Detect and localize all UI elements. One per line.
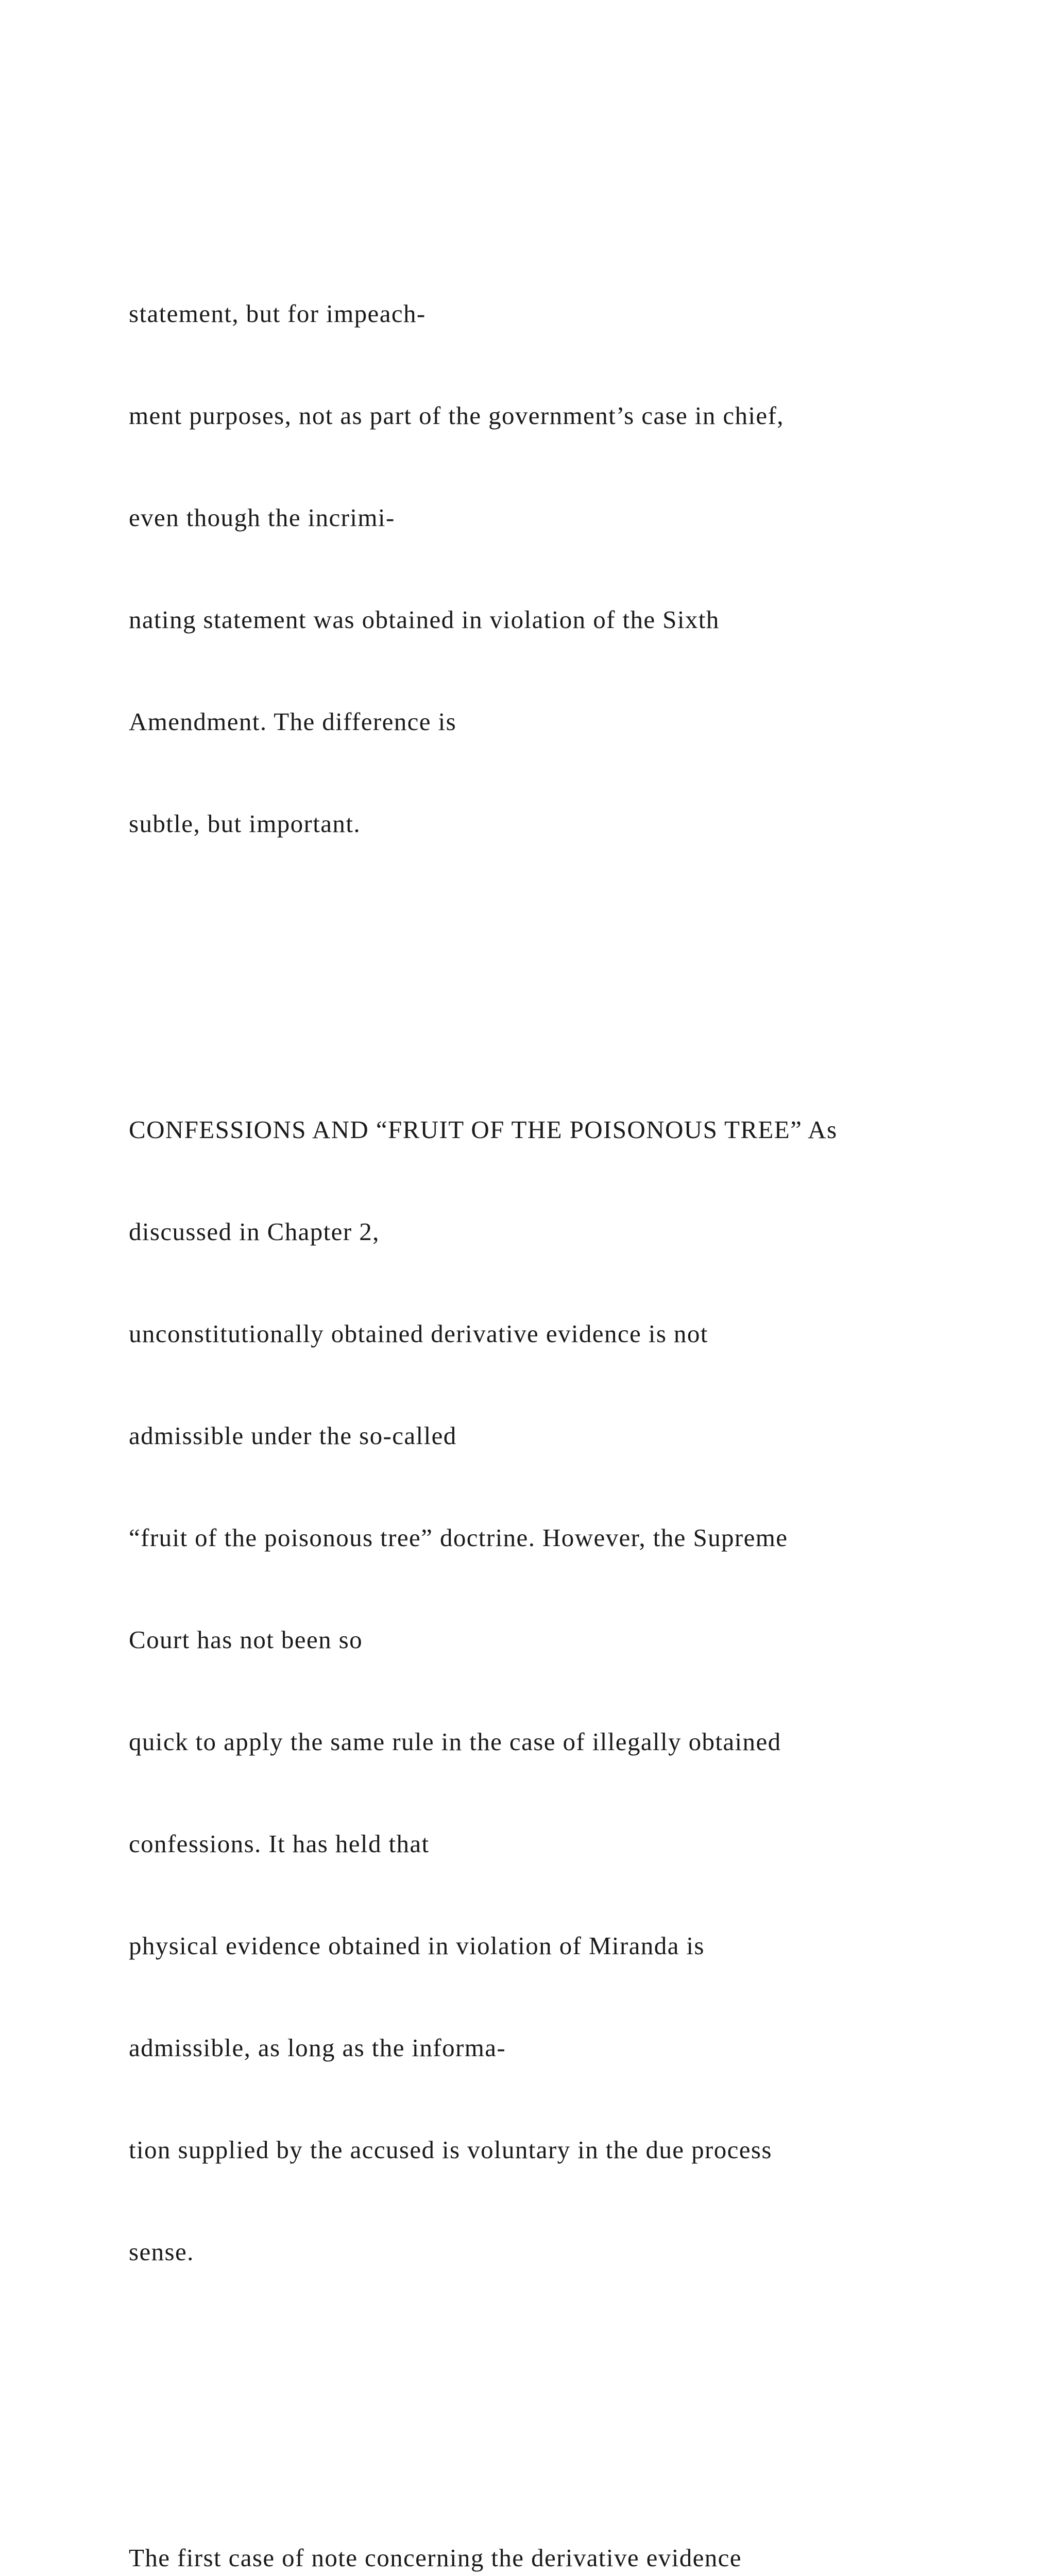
text-line: Amendment. The difference is xyxy=(129,707,457,736)
text-line: nating statement was obtained in violation of the Sixth xyxy=(129,605,720,634)
text-line: “fruit of the poisonous tree” doctrine. However, the Supreme xyxy=(129,1523,788,1552)
text-line: admissible, as long as the informa- xyxy=(129,2033,506,2062)
text-line: physical evidence obtained in violation of Miranda is xyxy=(129,1931,705,1960)
text-line: confessions. It has held that xyxy=(129,1829,430,1858)
paragraph-1 xyxy=(129,229,1005,909)
text-line: The first case of note concerning the derivative evidence xyxy=(129,2544,742,2572)
text-line: CONFESSIONS AND “FRUIT OF THE POISONOUS TREE” As xyxy=(129,1115,838,1144)
text-line: statement, but for impeach- xyxy=(129,299,426,328)
document-body xyxy=(129,127,1005,2576)
text-line: discussed in Chapter 2, xyxy=(129,1217,380,1246)
text-line: subtle, but important. xyxy=(129,809,361,838)
text-line: Court has not been so xyxy=(129,1625,363,1654)
text-line: admissible under the so-called xyxy=(129,1421,457,1450)
text-line: tion supplied by the accused is voluntary in the due process xyxy=(129,2136,772,2164)
text-line: sense. xyxy=(129,2238,194,2266)
paragraph-2 xyxy=(129,1045,1005,2337)
text-line: ment purposes, not as part of the government’s case in chief, xyxy=(129,401,784,430)
paragraph-3 xyxy=(129,2473,1005,2576)
text-line: quick to apply the same rule in the case of illegally obtained xyxy=(129,1727,781,1756)
text-line: unconstitutionally obtained derivative evidence is not xyxy=(129,1319,708,1348)
text-line: even though the incrimi- xyxy=(129,503,395,532)
